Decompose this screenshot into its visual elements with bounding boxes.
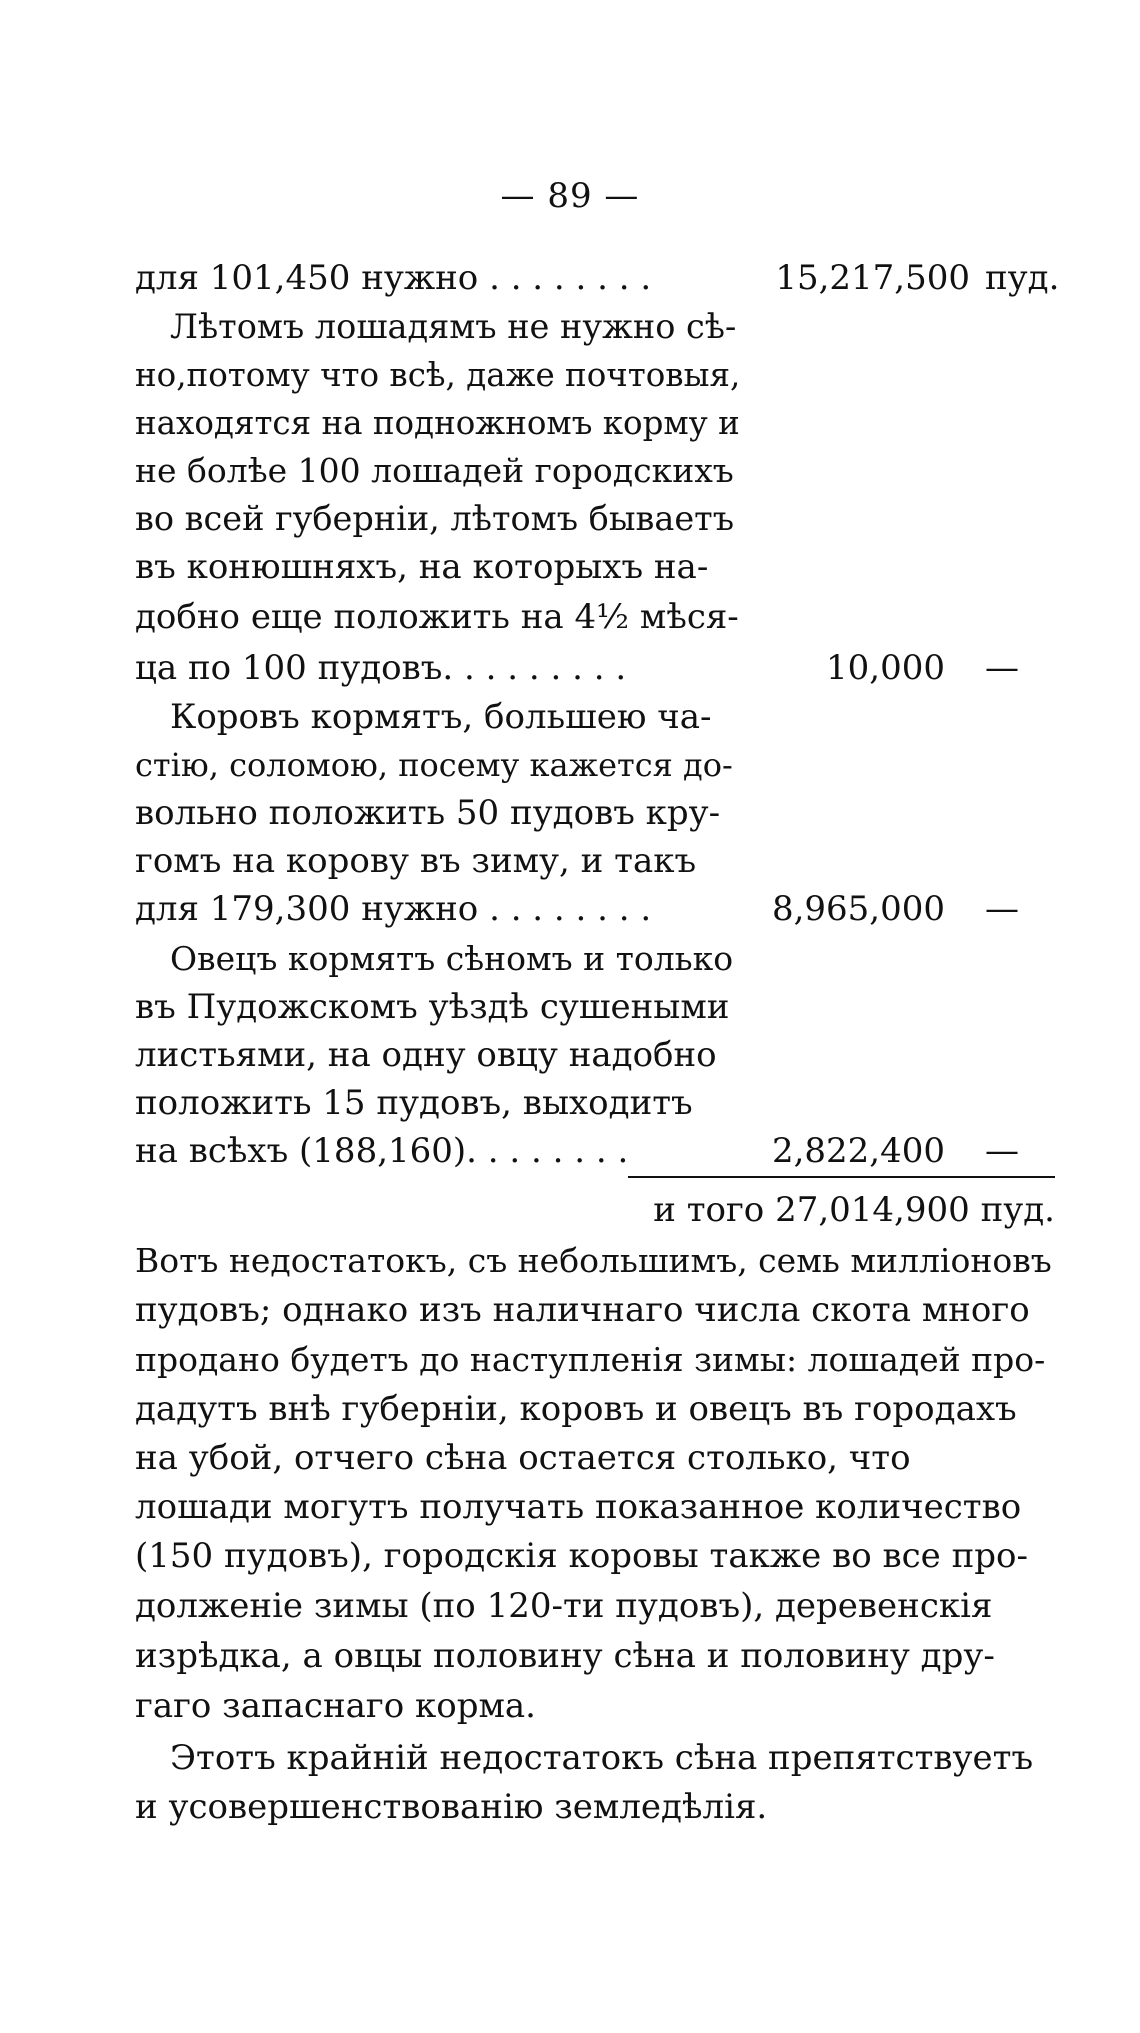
table-row-1-value: 10,000	[826, 648, 945, 688]
table-row-1-line-0: Лѣтомъ лошадямъ не нужно сѣ-	[170, 307, 737, 346]
total-label: и того	[653, 1190, 765, 1230]
table-row-2-line-0: Коровъ кормятъ, большею ча-	[170, 697, 712, 737]
table-row-3-line-1: въ Пудожскомъ уѣздѣ сушеными	[135, 987, 730, 1027]
paragraph-0-line-1: пудовъ; однако изъ наличнаго числа скота много	[135, 1290, 1030, 1330]
paragraph-0-line-2: продано будетъ до наступленія зимы: лошадей про-	[135, 1340, 1046, 1379]
paragraph-0-line-6: (150 пудовъ), городскія коровы также во все про-	[135, 1536, 1028, 1576]
table-row-1-line-3: не болѣе 100 лошадей городскихъ	[135, 451, 734, 490]
table-row-3-line-2: листьями, на одну овцу надобно	[135, 1035, 717, 1075]
table-row-1-line-6: добно еще положить на 4½ мѣся-	[135, 597, 739, 637]
table-row-1-line-7: ца по 100 пудовъ. . . . . . . . .	[135, 648, 627, 688]
table-row-1-line-2: находятся на подножномъ корму и	[135, 404, 740, 442]
table-row-3-line-3: положить 15 пудовъ, выходитъ	[135, 1083, 693, 1123]
paragraph-0-line-7: долженіе зимы (по 120-ти пудовъ), деревенскія	[135, 1586, 993, 1626]
table-row-2-line-1: стію, соломою, посему кажется до-	[135, 746, 733, 784]
table-row-2-line-2: вольно положить 50 пудовъ кру-	[135, 793, 721, 833]
table-row-3-value: 2,822,400	[771, 1131, 945, 1171]
table-row-1-unit: —	[985, 648, 1019, 688]
paragraph-1-line-1: и усовершенствованію земледѣлія.	[135, 1787, 768, 1827]
table-row-2-line-4: для 179,300 нужно . . . . . . . .	[135, 889, 652, 929]
total-unit: пуд.	[980, 1190, 1055, 1230]
table-row-3-line-0: Овецъ кормятъ сѣномъ и только	[170, 939, 734, 978]
total-value: 27,014,900	[775, 1190, 970, 1230]
paragraph-0-line-3: дадутъ внѣ губерніи, коровъ и овецъ въ городахъ	[135, 1389, 1017, 1429]
table-row-2-value: 8,965,000	[771, 889, 945, 929]
table-row-0-value: 15,217,500	[775, 258, 970, 298]
total-rule	[628, 1176, 1055, 1178]
paragraph-0-line-5: лошади могутъ получать показанное количество	[135, 1487, 1022, 1527]
table-row-2-line-3: гомъ на корову въ зиму, и такъ	[135, 841, 697, 881]
page-number: — 89 —	[500, 176, 640, 216]
total-line	[653, 1190, 1055, 1230]
paragraph-0-line-8: изрѣдка, а овцы половину сѣна и половину дру-	[135, 1636, 995, 1676]
paragraph-0-line-4: на убой, отчего сѣна остается столько, что	[135, 1438, 911, 1478]
table-row-3-line-4: на всѣхъ (188,160). . . . . . . .	[135, 1131, 629, 1171]
table-row-0-unit: пуд.	[985, 258, 1060, 298]
table-row-2-unit: —	[985, 889, 1019, 929]
paragraph-0-line-0: Вотъ недостатокъ, съ небольшимъ, семь милліоновъ	[135, 1241, 1052, 1280]
table-row-3-unit: —	[985, 1131, 1019, 1171]
paragraph-0-line-9: гаго запаснаго корма.	[135, 1686, 536, 1726]
table-row-0-line-0: для 101,450 нужно . . . . . . . .	[135, 258, 652, 298]
paragraph-1-line-0: Этотъ крайній недостатокъ сѣна препятствуетъ	[170, 1738, 1034, 1778]
table-row-1-line-5: въ конюшняхъ, на которыхъ на-	[135, 547, 709, 587]
table-row-1-line-4: во всей губерніи, лѣтомъ бываетъ	[135, 499, 735, 538]
table-row-1-line-1: но,потому что всѣ, даже почтовыя,	[135, 356, 741, 394]
